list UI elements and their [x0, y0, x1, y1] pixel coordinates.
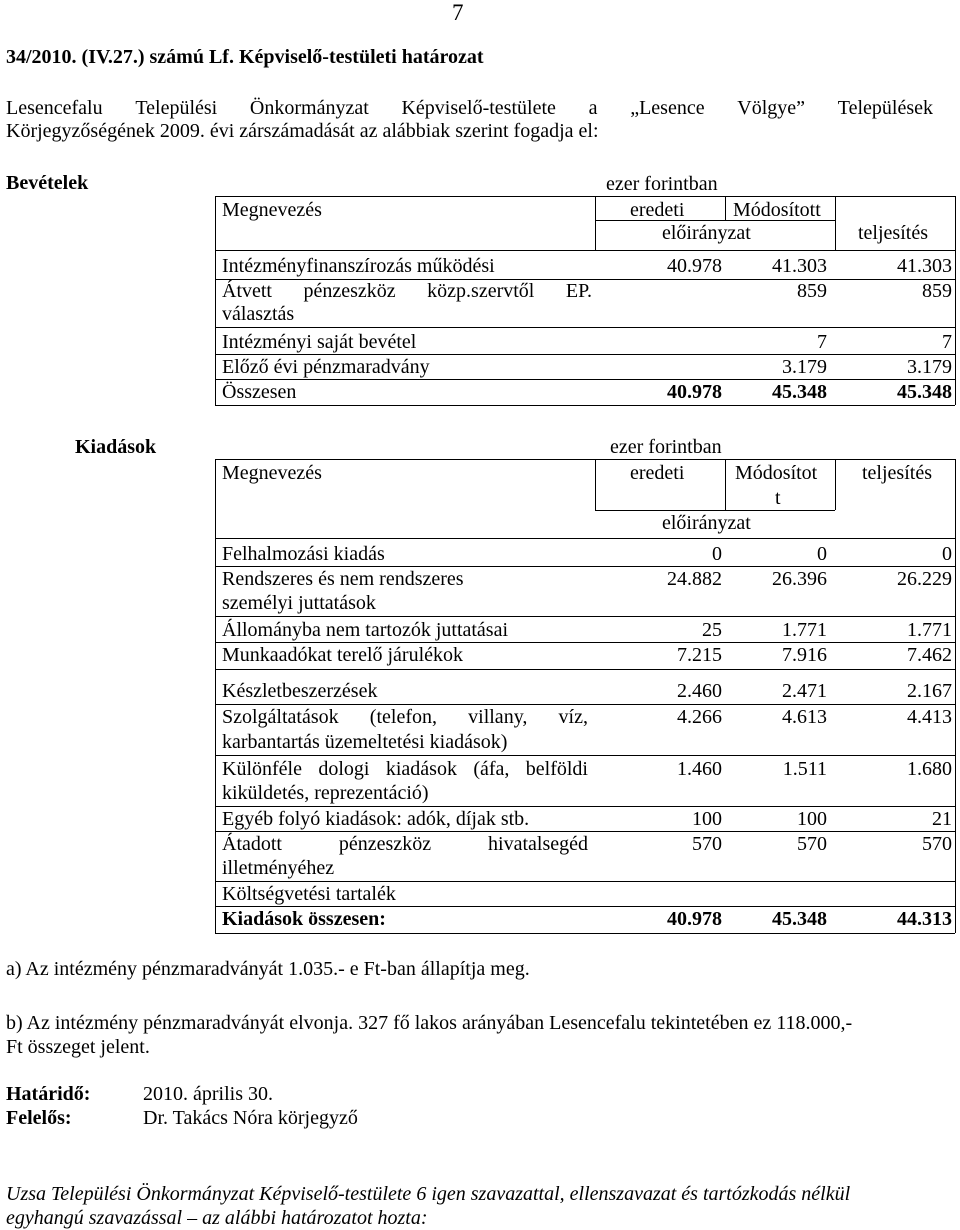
expenditure-row-name: Szolgáltatások (telefon, villany, víz, — [222, 706, 588, 728]
expenditure-row-fulfilment: 26.229 — [897, 568, 952, 590]
expenditure-row-fulfilment: 2.167 — [907, 680, 952, 702]
expenditure-row-original: 4.266 — [677, 706, 722, 728]
expenditure-row-name-cont: személyi juttatások — [222, 592, 376, 614]
expenditure-row-fulfilment: 7.462 — [907, 644, 952, 666]
revenue-row-name: Intézményi saját bevétel — [222, 331, 417, 353]
expenditure-row-name-cont: kiküldetés, reprezentáció) — [222, 782, 429, 804]
revenue-col-modified: Módosított — [733, 199, 821, 221]
footer-line-2: egyhangú szavazással – az alábbi határozatot hozta: — [6, 1207, 428, 1229]
expenditure-total-label: Kiadások összesen: — [222, 908, 386, 930]
expenditure-row-original: 2.460 — [677, 680, 722, 702]
responsible-label: Felelős: — [6, 1107, 72, 1129]
revenue-section-label: Bevételek — [6, 172, 89, 194]
expenditure-row-original: 0 — [712, 543, 722, 565]
expenditure-row-modified: 1.511 — [782, 758, 827, 780]
intro-line-1: Lesencefalu Települési Önkormányzat Képviselő-testülete a „Lesence Völgye” Települések — [6, 97, 933, 119]
expenditure-total-fulfilment: 44.313 — [897, 908, 952, 930]
expenditure-row-name-cont: karbantartás üzemeltetési kiadások) — [222, 731, 508, 753]
expenditure-col-fulfilment: teljesítés — [862, 462, 932, 484]
expenditure-row-name: Költségvetési tartalék — [222, 883, 396, 905]
expenditure-row-modified: 100 — [797, 808, 827, 830]
revenue-unit-header: ezer forintban — [606, 173, 718, 195]
revenue-row-fulfilment: 7 — [942, 331, 952, 353]
revenue-col-appropriation: előirányzat — [662, 222, 751, 244]
expenditure-row-name: Különféle dologi kiadások (áfa, belföldi — [222, 758, 588, 780]
expenditure-col-modified-cont: t — [775, 487, 781, 509]
expenditure-row-original: 1.460 — [677, 758, 722, 780]
revenue-row-name: Átvett pénzeszköz közp.szervtől EP. — [222, 280, 592, 302]
revenue-row-name-cont: választás — [222, 303, 295, 325]
revenue-row-modified: 41.303 — [772, 255, 827, 277]
expenditure-row-original: 25 — [702, 619, 722, 641]
revenue-total-modified: 45.348 — [772, 381, 827, 403]
revenue-col-name: Megnevezés — [222, 199, 322, 221]
revenue-row-fulfilment: 3.179 — [907, 356, 952, 378]
expenditure-row-fulfilment: 0 — [942, 543, 952, 565]
revenue-row-name: Intézményfinanszírozás működési — [222, 255, 495, 277]
expenditure-row-modified: 0 — [817, 543, 827, 565]
expenditure-row-fulfilment: 1.680 — [907, 758, 952, 780]
note-b: b) Az intézmény pénzmaradványát elvonja. 327 fő lakos arányában Lesencefalu tekintetében ez 118.000,- — [6, 1012, 853, 1034]
expenditure-row-original: 7.215 — [677, 644, 722, 666]
expenditure-col-original: eredeti — [630, 462, 685, 484]
expenditure-row-modified: 4.613 — [782, 706, 827, 728]
revenue-row-modified: 3.179 — [782, 356, 827, 378]
note-b-cont: Ft összeget jelent. — [6, 1036, 150, 1058]
expenditure-row-original: 24.882 — [667, 568, 722, 590]
expenditure-row-name: Átadott pénzeszköz hivatalsegéd — [222, 833, 588, 855]
expenditure-total-original: 40.978 — [667, 908, 722, 930]
expenditure-section-label: Kiadások — [75, 436, 157, 458]
revenue-row-name: Előző évi pénzmaradvány — [222, 356, 430, 378]
expenditure-row-name-cont: illetményéhez — [222, 857, 335, 879]
expenditure-row-name: Állományba nem tartozók juttatásai — [222, 619, 509, 641]
revenue-total-fulfilment: 45.348 — [897, 381, 952, 403]
expenditure-col-name: Megnevezés — [222, 462, 322, 484]
expenditure-row-name: Készletbeszerzések — [222, 680, 378, 702]
expenditure-unit-header: ezer forintban — [610, 436, 722, 458]
expenditure-row-name: Felhalmozási kiadás — [222, 543, 385, 565]
deadline-value: 2010. április 30. — [143, 1083, 273, 1105]
expenditure-row-name: Egyéb folyó kiadások: adók, díjak stb. — [222, 808, 530, 830]
expenditure-row-modified: 570 — [797, 833, 827, 855]
revenue-row-modified: 859 — [797, 280, 827, 302]
expenditure-total-modified: 45.348 — [772, 908, 827, 930]
revenue-row-fulfilment: 859 — [922, 280, 952, 302]
revenue-row-modified: 7 — [817, 331, 827, 353]
expenditure-row-modified: 26.396 — [772, 568, 827, 590]
expenditure-row-fulfilment: 1.771 — [907, 619, 952, 641]
revenue-row-original: 40.978 — [667, 255, 722, 277]
intro-line-2: Körjegyzőségének 2009. évi zárszámadását az alábbiak szerint fogadja el: — [6, 120, 599, 142]
expenditure-row-original: 100 — [692, 808, 722, 830]
expenditure-col-modified: Módosítot — [735, 462, 818, 484]
revenue-total-label: Összesen — [222, 381, 297, 403]
expenditure-row-modified: 7.916 — [782, 644, 827, 666]
expenditure-row-fulfilment: 21 — [932, 808, 952, 830]
footer-line-1: Uzsa Települési Önkormányzat Képviselő-testülete 6 igen szavazattal, ellenszavazat és tartózkodás nélkül — [6, 1183, 851, 1205]
revenue-row-fulfilment: 41.303 — [897, 255, 952, 277]
deadline-label: Határidő: — [6, 1083, 91, 1105]
expenditure-row-fulfilment: 4.413 — [907, 706, 952, 728]
expenditure-row-name: Munkaadókat terelő járulékok — [222, 644, 464, 666]
revenue-col-fulfilment: teljesítés — [858, 222, 928, 244]
expenditure-row-modified: 1.771 — [782, 619, 827, 641]
page-number: 7 — [452, 0, 464, 25]
expenditure-row-modified: 2.471 — [782, 680, 827, 702]
note-a: a) Az intézmény pénzmaradványát 1.035.- e Ft-ban állapítja meg. — [6, 958, 530, 980]
revenue-total-original: 40.978 — [667, 381, 722, 403]
expenditure-col-appropriation: előirányzat — [662, 512, 751, 534]
responsible-value: Dr. Takács Nóra körjegyző — [143, 1107, 358, 1129]
resolution-title: 34/2010. (IV.27.) számú Lf. Képviselő-testületi határozat — [6, 46, 484, 68]
expenditure-row-original: 570 — [692, 833, 722, 855]
expenditure-row-name: Rendszeres és nem rendszeres — [222, 568, 464, 590]
expenditure-row-fulfilment: 570 — [922, 833, 952, 855]
revenue-col-original: eredeti — [630, 199, 685, 221]
